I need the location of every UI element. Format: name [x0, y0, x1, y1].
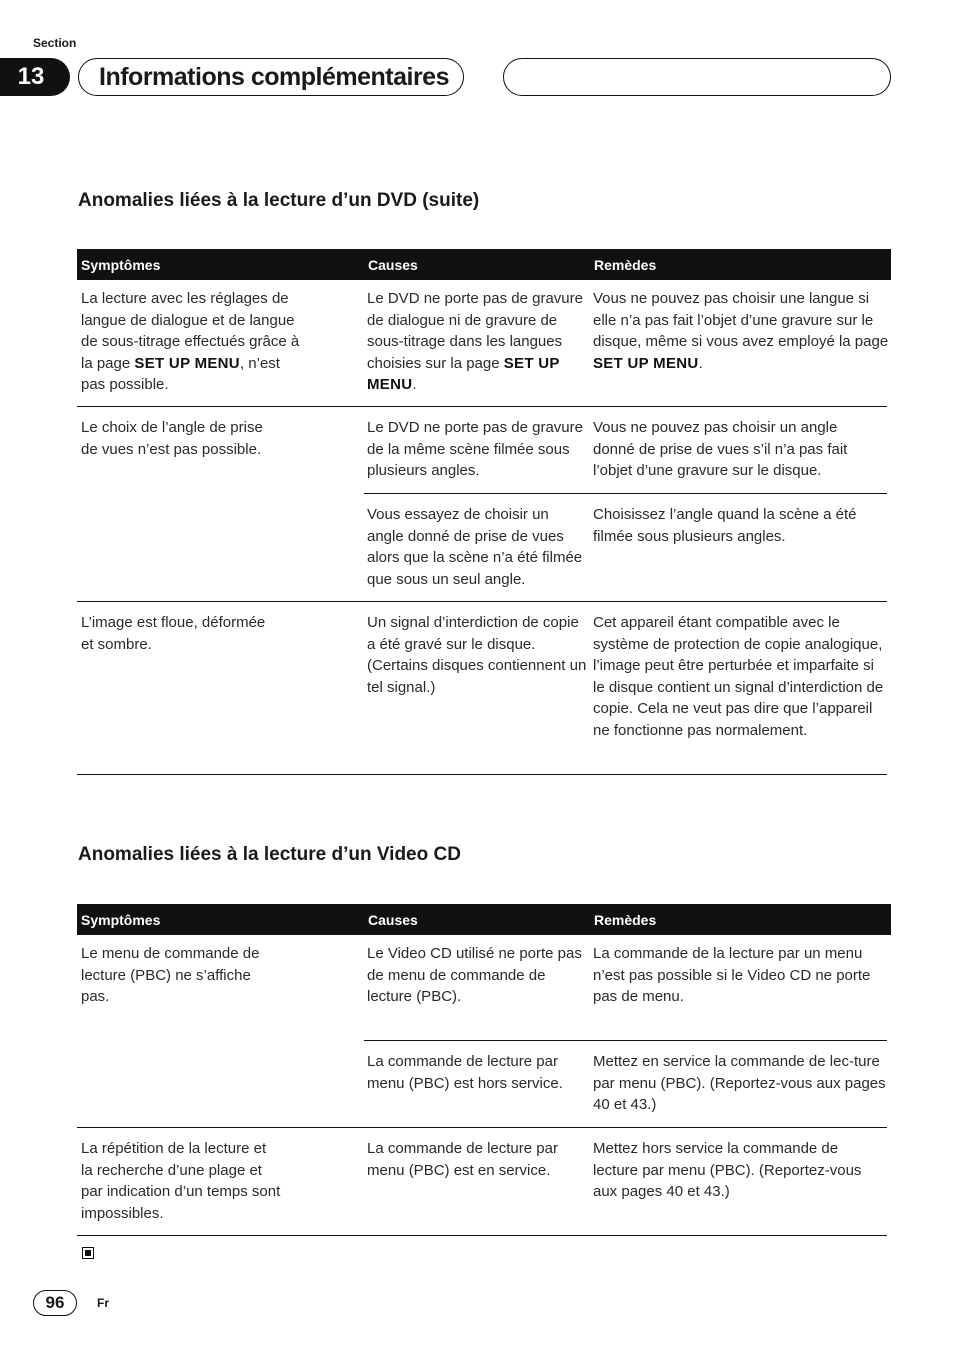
vcd-row1-symptom: Le menu de commande de lecture (PBC) ne s’affiche pas. — [81, 945, 260, 1005]
row-divider — [77, 406, 887, 407]
column-header-causes: Causes — [368, 256, 418, 273]
dvd-row2-cause-2: Vous essayez de choisir un angle donné de prise de vues alors que la scène n’a été filmée que sous un seul angle. — [367, 506, 583, 588]
dvd-section-heading: Anomalies liées à la lecture d’un DVD (suite) — [78, 190, 480, 211]
dvd-row2-remedy-1: Vous ne pouvez pas choisir un angle donné de prise de vues s’il n’a pas fait l’objet d’une gravure sur le disque. — [593, 419, 848, 479]
vcd-section-heading: Anomalies liées à la lecture d’un Video CD — [78, 844, 461, 865]
section-label: Section — [33, 36, 77, 50]
header-right-box — [503, 58, 891, 96]
column-header-remedies: Remèdes — [594, 256, 657, 273]
column-header-symptoms: Symptômes — [81, 256, 161, 273]
dvd-troubleshooting-table — [77, 249, 891, 280]
vcd-troubleshooting-table — [77, 904, 891, 935]
vcd-row1-cause-1: Le Video CD utilisé ne porte pas de menu de commande de lecture (PBC). — [367, 945, 582, 1005]
dvd-row2-cause-1: Le DVD ne porte pas de gravure de la même scène filmée sous plusieurs angles. — [367, 419, 583, 479]
table-bottom-rule — [77, 774, 887, 775]
column-header-causes: Causes — [368, 911, 418, 928]
page-number: 96 — [33, 1290, 77, 1316]
dvd-row1-remedy: Vous ne pouvez pas choisir une langue si elle n’a pas fait l’objet d’une gravure sur le disque, même si vous avez employé la page SET UP MENU. — [593, 290, 889, 372]
dvd-row1-symptom: La lecture avec les réglages de langue de dialogue et de langue de sous-titrage effectués grâce à la page SET UP MENU, n’est pas possible. — [81, 290, 300, 393]
vcd-row2-cause: La commande de lecture par menu (PBC) est en service. — [367, 1140, 558, 1179]
dvd-row2-remedy-2: Choisissez l’angle quand la scène a été filmée sous plusieurs angles. — [593, 506, 857, 545]
table-bottom-rule — [77, 1235, 887, 1236]
vcd-row1-remedy-1: La commande de la lecture par un menu n’est pas possible si le Video CD ne porte pas de menu. — [593, 945, 871, 1005]
sub-row-divider — [364, 493, 887, 494]
vcd-row1-remedy-2: Mettez en service la commande de lec-ture par menu (PBC). (Reportez-vous aux pages 40 et 43.) — [593, 1053, 886, 1113]
vcd-row2-remedy: Mettez hors service la commande de lecture par menu (PBC). (Reportez-vous aux pages 40 et 43.) — [593, 1140, 862, 1200]
column-header-symptoms: Symptômes — [81, 911, 161, 928]
language-code: Fr — [97, 1296, 109, 1310]
vcd-row1-cause-2: La commande de lecture par menu (PBC) est hors service. — [367, 1053, 563, 1092]
row-divider — [77, 601, 887, 602]
table-header — [77, 904, 891, 935]
dvd-row3-cause: Un signal d’interdiction de copie a été gravé sur le disque. (Certains disques contiennent un tel signal.) — [367, 614, 587, 696]
table-header — [77, 249, 891, 280]
dvd-row2-symptom: Le choix de l’angle de prise de vues n’est pas possible. — [81, 419, 263, 458]
section-number-badge: 13 — [0, 58, 70, 96]
sub-row-divider — [364, 1040, 887, 1041]
dvd-row3-remedy: Cet appareil étant compatible avec le système de protection de copie analogique, l’image peut être perturbée et imparfaite si le disque contient un signal d’interdiction de copie. Cela ne veut pas dire que l’appareil ne fonctionne pas normalement. — [593, 614, 884, 739]
end-of-section-icon — [82, 1247, 94, 1259]
row-divider — [77, 1127, 887, 1128]
column-header-remedies: Remèdes — [594, 911, 657, 928]
page-title: Informations complémentaires — [78, 58, 464, 96]
dvd-row3-symptom: L’image est floue, déformée et sombre. — [81, 614, 266, 653]
vcd-row2-symptom: La répétition de la lecture et la recherche d’une plage et par indication d’un temps sont impossibles. — [81, 1140, 281, 1222]
dvd-row1-cause: Le DVD ne porte pas de gravure de dialogue ni de gravure de sous-titrage dans les langues choisies sur la page SET UP MENU. — [367, 290, 583, 393]
